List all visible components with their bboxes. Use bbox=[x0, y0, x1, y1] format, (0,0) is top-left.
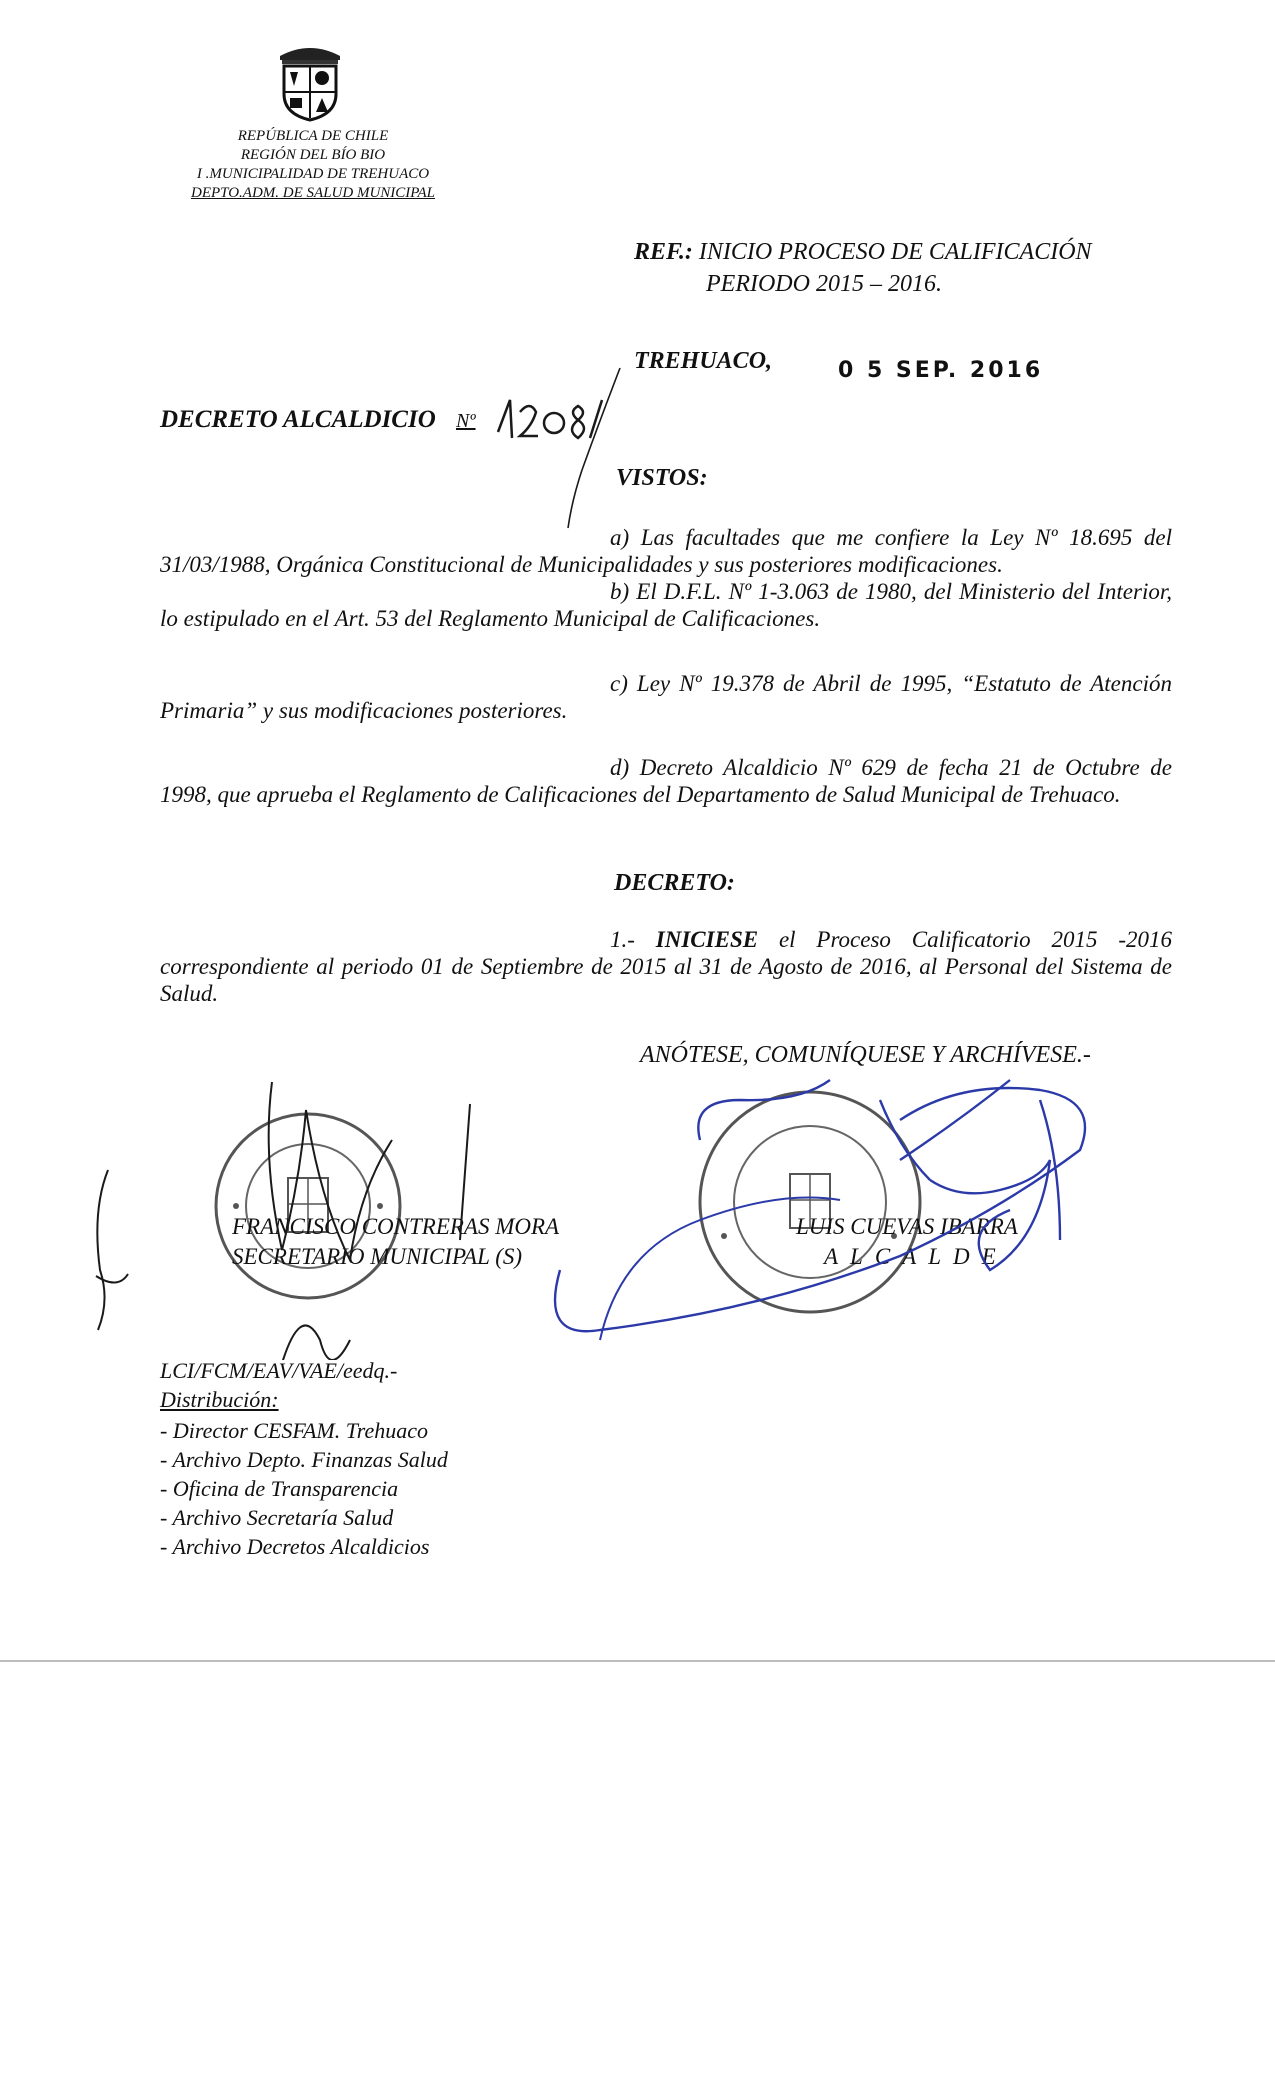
page-bottom-edge bbox=[0, 1660, 1275, 1662]
place: TREHUACO, bbox=[634, 348, 773, 374]
signatory-left-title: SECRETARIO MUNICIPAL (S) bbox=[232, 1244, 523, 1269]
signatory-left-name: FRANCISCO CONTRERAS MORA bbox=[232, 1214, 560, 1239]
signatory-right-name: LUIS CUEVAS IBARRA bbox=[796, 1214, 1018, 1239]
decreto-item-number: 1.- bbox=[610, 927, 635, 952]
distribution-item: - Oficina de Transparencia bbox=[160, 1474, 448, 1503]
distribution-heading: Distribución: bbox=[160, 1387, 279, 1412]
visto-item-a: a) Las facultades que me confiere la Ley Nº 18.695 del 31/03/1988, Orgánica Constitucional de Municipalidades y sus posteriores modificaciones. bbox=[160, 525, 1172, 577]
decree-number-prefix: Nº bbox=[456, 410, 476, 432]
handwritten-signatures bbox=[0, 1040, 1275, 1360]
decreto-item-keyword: INICIESE bbox=[655, 927, 759, 952]
visto-item-b: b) El D.F.L. Nº 1-3.063 de 1980, del Ministerio del Interior, lo estipulado en el Art. 53 del Reglamento Municipal de Calificaciones. bbox=[160, 579, 1172, 631]
distribution-item: - Director CESFAM. Trehuaco bbox=[160, 1416, 448, 1445]
decree-title: DECRETO ALCALDICIO bbox=[160, 406, 436, 433]
header-municipality: I .MUNICIPALIDAD DE TREHUACO bbox=[196, 166, 430, 182]
header-department: DEPTO.ADM. DE SALUD MUNICIPAL bbox=[190, 185, 436, 201]
coat-of-arms-icon bbox=[272, 42, 348, 122]
reference-line1: INICIO PROCESO DE CALIFICACIÓN bbox=[698, 239, 1092, 265]
header-region: REGIÓN DEL BÍO BIO bbox=[240, 147, 386, 163]
reference-block bbox=[634, 236, 1092, 300]
reference-line2: PERIODO 2015 – 2016. bbox=[706, 271, 942, 297]
closing-formula: ANÓTESE, COMUNÍQUESE Y ARCHÍVESE.- bbox=[640, 1042, 1091, 1068]
distribution-item: - Archivo Depto. Finanzas Salud bbox=[160, 1445, 448, 1474]
decreto-item-text: el Proceso Calificatorio 2015 -2016 correspondiente al periodo 01 de Septiembre de 2015 al 31 de Agosto de 2016, al Personal del Sistema de Salud. bbox=[160, 927, 1173, 1006]
decreto-heading: DECRETO: bbox=[614, 870, 735, 896]
distribution-item: - Archivo Decretos Alcaldicios bbox=[160, 1532, 448, 1561]
date-stamp: 0 5 SEP. 2016 bbox=[838, 358, 1044, 383]
header-republic: REPÚBLICA DE CHILE bbox=[237, 128, 389, 144]
decreto-item-1 bbox=[160, 926, 1172, 1007]
visto-item-d: d) Decreto Alcaldicio Nº 629 de fecha 21 de Octubre de 1998, que aprueba el Reglamento de Calificaciones del Departamento de Salud Municipal de Trehuaco. bbox=[160, 755, 1172, 807]
issuer-header bbox=[158, 127, 468, 203]
vistos-heading: VISTOS: bbox=[616, 465, 708, 491]
reference-initials: LCI/FCM/EAV/VAE/eedq.- bbox=[160, 1358, 398, 1383]
handwritten-decree-number bbox=[490, 360, 630, 530]
reference-label: REF.: bbox=[634, 239, 693, 265]
distribution-item: - Archivo Secretaría Salud bbox=[160, 1503, 448, 1532]
visto-item-c: c) Ley Nº 19.378 de Abril de 1995, “Estatuto de Atención Primaria” y sus modificaciones posteriores. bbox=[160, 671, 1172, 723]
distribution-list bbox=[160, 1416, 448, 1561]
signatory-right-title: ALCALDE bbox=[824, 1244, 1008, 1269]
